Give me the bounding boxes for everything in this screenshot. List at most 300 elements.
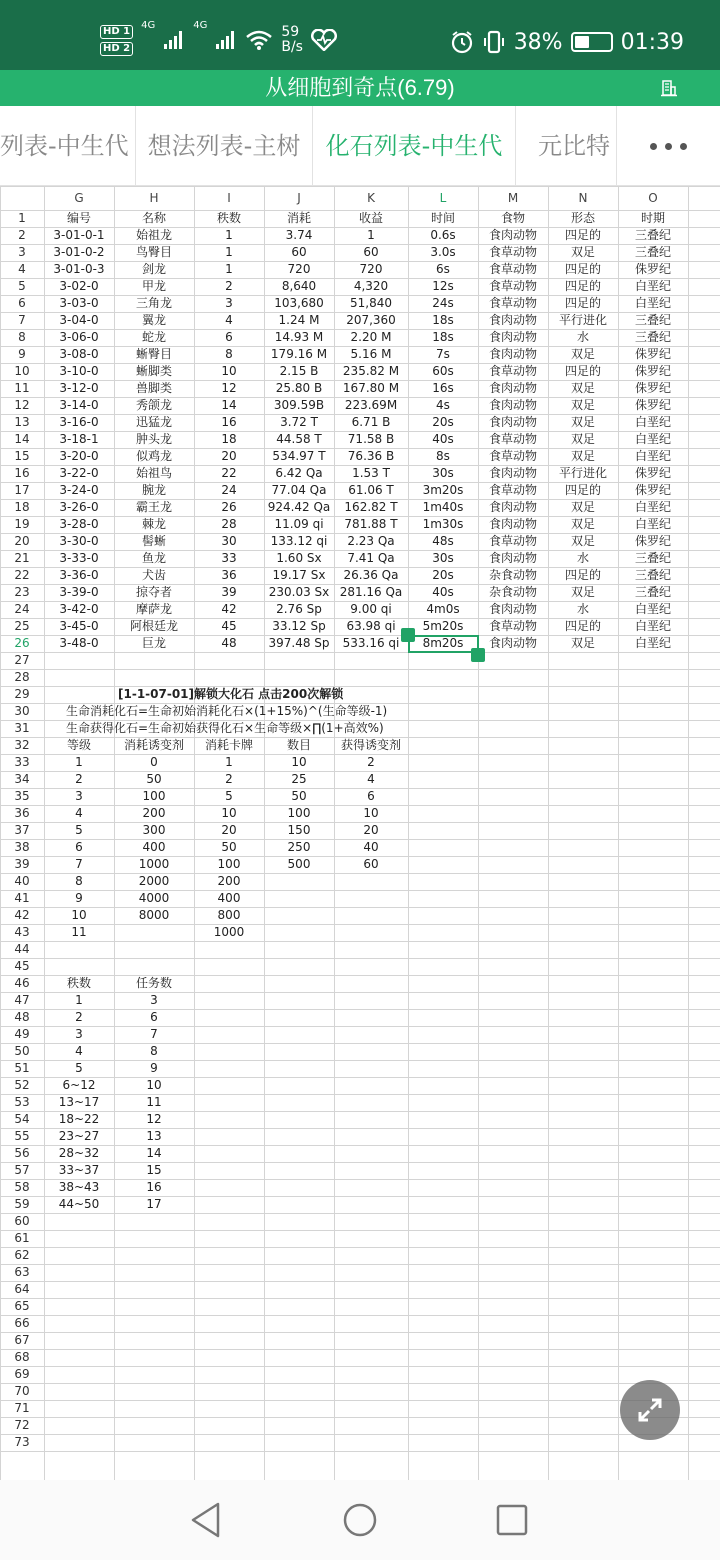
cell[interactable]: 四足的 [564,619,601,633]
cell[interactable]: 100 [287,806,311,820]
row-header[interactable]: 27 [14,653,30,667]
cell[interactable]: 60 [363,857,379,871]
cell[interactable]: 1 [225,262,233,276]
row-header[interactable]: 13 [14,415,30,429]
row-header[interactable]: 57 [14,1163,30,1177]
cell[interactable]: 71.58 B [347,432,395,446]
cell[interactable]: 7.41 Qa [347,551,395,565]
cell[interactable]: 翼龙 [141,313,166,327]
cell[interactable]: 侏罗纪 [634,381,671,395]
row-header[interactable]: 17 [14,483,30,497]
cell[interactable]: 30 [221,534,237,548]
cell[interactable]: 2.23 Qa [347,534,395,548]
cell[interactable]: 4 [367,772,375,786]
cell[interactable]: 51,840 [350,296,392,310]
cell[interactable]: 双足 [570,585,595,599]
cell[interactable]: 10 [221,364,237,378]
cell[interactable]: 4s [436,398,450,412]
cell[interactable]: 720 [287,262,311,276]
cell[interactable]: 45 [221,619,237,633]
cell[interactable]: 蜥脚类 [135,364,172,378]
cell[interactable]: 四足的 [564,228,601,242]
cell[interactable]: 白垩纪 [634,415,671,429]
cell[interactable]: 髻蜥 [141,534,166,548]
cell[interactable]: 3 [225,296,233,310]
cell[interactable]: 侏罗纪 [634,466,671,480]
cell[interactable]: 924.42 Qa [267,500,331,514]
cell[interactable]: 三叠纪 [634,585,671,599]
cell[interactable]: 17 [146,1197,162,1211]
row-header[interactable]: 25 [14,619,30,633]
cell[interactable]: 33~37 [58,1163,100,1177]
cell[interactable]: 30s [432,551,454,565]
cell[interactable]: 10 [71,908,87,922]
cell[interactable]: 3-26-0 [59,500,99,514]
cell[interactable]: 7 [150,1027,158,1041]
cell[interactable]: 四足的 [564,364,601,378]
cell[interactable]: 40s [432,585,454,599]
row-header[interactable]: 3 [18,245,26,259]
cell[interactable]: 双足 [570,636,595,650]
cell[interactable]: 250 [287,840,311,854]
cell[interactable]: 103,680 [274,296,324,310]
cell[interactable]: 四足的 [564,568,601,582]
cell[interactable]: 编号 [66,211,91,225]
cell[interactable]: 3-03-0 [59,296,99,310]
cell[interactable]: 食肉动物 [488,500,537,514]
cell[interactable]: 等级 [66,738,91,752]
row-header[interactable]: 50 [14,1044,30,1058]
cell[interactable]: 5 [75,823,83,837]
cell[interactable]: 始祖鸟 [135,466,172,480]
cell[interactable]: 5.16 M [350,347,392,361]
cell[interactable]: 4m0s [426,602,460,616]
cell[interactable]: 消耗 [286,211,311,225]
cell[interactable]: 2.15 B [279,364,319,378]
cell[interactable]: 12s [432,279,454,293]
cell[interactable]: 形态 [570,211,595,225]
cell[interactable]: 7s [436,347,450,361]
cell[interactable]: 食草动物 [488,432,537,446]
cell[interactable]: 3-08-0 [59,347,99,361]
cell[interactable]: 双足 [570,449,595,463]
row-header[interactable]: 29 [14,687,30,701]
cell[interactable]: 4 [75,806,83,820]
row-header[interactable]: 45 [14,959,30,973]
cell[interactable]: 0 [150,755,158,769]
cell[interactable]: 4,320 [353,279,389,293]
cell[interactable]: 食肉动物 [488,381,537,395]
row-header[interactable]: 16 [14,466,30,480]
cell[interactable]: 食草动物 [488,279,537,293]
cell[interactable]: 1000 [213,925,245,939]
cell[interactable]: 20 [363,823,379,837]
row-header[interactable]: 56 [14,1146,30,1160]
cell[interactable]: 8 [150,1044,158,1058]
cell[interactable]: 秩数 [216,211,241,225]
cell[interactable]: 白垩纪 [634,279,671,293]
column-header-M[interactable]: M [507,191,519,205]
cell[interactable]: 18s [432,313,454,327]
cell[interactable]: 20 [221,823,237,837]
cell[interactable]: 100 [142,789,166,803]
cell[interactable]: 食草动物 [488,449,537,463]
cell[interactable]: 0.6s [430,228,456,242]
cell[interactable]: 6~12 [62,1078,96,1092]
cell[interactable]: 26.36 Qa [343,568,399,582]
cell[interactable]: 巨龙 [141,636,166,650]
cell[interactable]: 4 [225,313,233,327]
cell[interactable]: 179.16 M [270,347,328,361]
cell[interactable]: 鱼龙 [141,551,166,565]
cell[interactable]: 3-01-0-1 [53,228,105,242]
cell[interactable]: 16s [432,381,454,395]
cell[interactable]: 200 [142,806,166,820]
cell[interactable]: 双足 [570,381,595,395]
home-button[interactable] [320,1480,400,1560]
row-header[interactable]: 48 [14,1010,30,1024]
cell[interactable]: 3-18-1 [59,432,99,446]
row-header[interactable]: 42 [14,908,30,922]
cell[interactable]: 水 [576,602,589,616]
cell[interactable]: 白垩纪 [634,602,671,616]
cell[interactable]: 60 [363,245,379,259]
cell[interactable]: 9 [75,891,83,905]
cell[interactable]: 腕龙 [141,483,166,497]
cell[interactable]: 1 [225,755,233,769]
cell[interactable]: 双足 [570,245,595,259]
row-header[interactable]: 62 [14,1248,30,1262]
cell[interactable]: 2 [225,772,233,786]
row-header[interactable]: 35 [14,789,30,803]
row-header[interactable]: 58 [14,1180,30,1194]
cell[interactable]: 食草动物 [488,262,537,276]
cell[interactable]: 500 [287,857,311,871]
cell[interactable]: 48 [221,636,237,650]
cell[interactable]: 63.98 qi [346,619,396,633]
cell[interactable]: 10 [291,755,307,769]
cell[interactable]: 四足的 [564,483,601,497]
cell[interactable]: 鸟臀目 [135,245,172,259]
cell[interactable]: 3.0s [430,245,456,259]
cell[interactable]: 3-45-0 [59,619,99,633]
row-header[interactable]: 55 [14,1129,30,1143]
row-header[interactable]: 24 [14,602,30,616]
row-header[interactable]: 49 [14,1027,30,1041]
cell[interactable]: 309.59B [273,398,325,412]
cell[interactable]: 18 [221,432,237,446]
cell[interactable]: 3-04-0 [59,313,99,327]
cell[interactable]: 生命获得化石=生命初始获得化石×生命等级×∏(1+高效%) [66,721,384,735]
cell[interactable]: 44.58 T [276,432,322,446]
cell[interactable]: 534.97 T [272,449,326,463]
row-header[interactable]: 63 [14,1265,30,1279]
cell[interactable]: 44~50 [58,1197,100,1211]
tab-3[interactable]: 元比特 [538,132,610,160]
cell[interactable]: 双足 [570,398,595,412]
row-header[interactable]: 68 [14,1350,30,1364]
cell[interactable]: 侏罗纪 [634,398,671,412]
cell[interactable]: 消耗诱变剂 [123,738,184,752]
cell[interactable]: 三叠纪 [634,330,671,344]
cell[interactable]: 6s [436,262,450,276]
cell[interactable]: 秩数 [66,976,91,990]
cell[interactable]: 时间 [430,211,455,225]
row-header[interactable]: 70 [14,1384,30,1398]
cell[interactable]: 5 [75,1061,83,1075]
cell[interactable]: 3 [150,993,158,1007]
cell[interactable]: 11.09 qi [274,517,324,531]
row-header[interactable]: 64 [14,1282,30,1296]
cell[interactable]: 3-28-0 [59,517,99,531]
column-header-J[interactable]: J [297,191,301,205]
cell[interactable]: 肿头龙 [135,432,172,446]
cell[interactable]: 1.24 M [278,313,320,327]
row-header[interactable]: 8 [18,330,26,344]
cell[interactable]: 3 [75,789,83,803]
tab-1[interactable]: 想法列表-主树 [147,132,301,160]
cell[interactable]: 3-12-0 [59,381,99,395]
row-header[interactable]: 46 [14,976,30,990]
cell[interactable]: 50 [146,772,162,786]
cell[interactable]: 33 [221,551,237,565]
row-header[interactable]: 26 [14,636,30,650]
cell[interactable]: 3-36-0 [59,568,99,582]
cell[interactable]: 2 [367,755,375,769]
cell[interactable]: 食肉动物 [488,551,537,565]
cell[interactable]: 白垩纪 [634,636,671,650]
column-header-K[interactable]: K [367,191,375,205]
row-header[interactable]: 14 [14,432,30,446]
cell[interactable]: 60 [291,245,307,259]
cell[interactable]: 兽脚类 [135,381,172,395]
cell[interactable]: 20s [432,568,454,582]
cell[interactable]: 38~43 [58,1180,100,1194]
row-header[interactable]: 7 [18,313,26,327]
cell[interactable]: 食肉动物 [488,347,537,361]
cell[interactable]: 207,360 [346,313,396,327]
cell[interactable]: 6.42 Qa [275,466,323,480]
cell[interactable]: 22 [221,466,237,480]
row-header[interactable]: 11 [14,381,30,395]
cell[interactable]: 18~22 [58,1112,100,1126]
cell[interactable]: 消耗卡牌 [204,738,253,752]
cell[interactable]: 48s [432,534,454,548]
row-header[interactable]: 5 [18,279,26,293]
cell[interactable]: 4 [75,1044,83,1058]
row-header[interactable]: 52 [14,1078,30,1092]
cell[interactable]: 双足 [570,534,595,548]
row-header[interactable]: 61 [14,1231,30,1245]
cell[interactable]: 食草动物 [488,245,537,259]
cell[interactable]: 1 [225,245,233,259]
cell[interactable]: 19.17 Sx [272,568,326,582]
cell[interactable]: 食物 [500,211,525,225]
recents-button[interactable] [472,1480,552,1560]
row-header[interactable]: 34 [14,772,30,786]
cell[interactable]: 40 [363,840,379,854]
cell[interactable]: 食肉动物 [488,602,537,616]
cell[interactable]: 秀颌龙 [135,398,172,412]
row-header[interactable]: 23 [14,585,30,599]
column-header-H[interactable]: H [149,191,159,205]
cell[interactable]: 23~27 [58,1129,100,1143]
cell[interactable]: 侏罗纪 [634,364,671,378]
cell[interactable]: 24 [221,483,237,497]
cell[interactable]: 白垩纪 [634,296,671,310]
cell[interactable]: 3-01-0-3 [53,262,105,276]
row-header[interactable]: 72 [14,1418,30,1432]
cell[interactable]: 14 [221,398,237,412]
cell[interactable]: 10 [363,806,379,820]
row-header[interactable]: 6 [18,296,26,310]
cell[interactable]: 50 [291,789,307,803]
cell[interactable]: 13~17 [58,1095,100,1109]
back-button[interactable] [166,1480,246,1560]
row-header[interactable]: 28 [14,670,30,684]
row-header[interactable]: 31 [14,721,30,735]
row-header[interactable]: 38 [14,840,30,854]
row-header[interactable]: 59 [14,1197,30,1211]
cell[interactable]: 白垩纪 [634,449,671,463]
cell[interactable]: 8 [75,874,83,888]
cell[interactable]: 3.72 T [280,415,318,429]
cell[interactable]: 5m20s [422,619,464,633]
cell[interactable]: 77.04 Qa [271,483,327,497]
cell[interactable]: [1-1-07-01]解锁大化石 点击200次解锁 [118,687,344,701]
cell[interactable]: 食肉动物 [488,330,537,344]
cell[interactable]: 食肉动物 [488,517,537,531]
cell[interactable]: 3-20-0 [59,449,99,463]
cell[interactable]: 6 [150,1010,158,1024]
row-header[interactable]: 66 [14,1316,30,1330]
cell[interactable]: 3-48-0 [59,636,99,650]
expand-button[interactable] [620,1380,680,1440]
cell[interactable]: 3-33-0 [59,551,99,565]
cell[interactable]: 白垩纪 [634,619,671,633]
cell[interactable]: 3-39-0 [59,585,99,599]
cell[interactable]: 1000 [138,857,170,871]
cell[interactable]: 2000 [138,874,170,888]
cell[interactable]: 28~32 [58,1146,100,1160]
cell[interactable]: 1 [225,228,233,242]
cell[interactable]: 食草动物 [488,483,537,497]
cell[interactable]: 甲龙 [141,279,166,293]
row-header[interactable]: 73 [14,1435,30,1449]
cell[interactable]: 25.80 B [275,381,323,395]
cell[interactable]: 2 [75,1010,83,1024]
row-header[interactable]: 53 [14,1095,30,1109]
cell[interactable]: 200 [217,874,241,888]
cell[interactable]: 12 [221,381,237,395]
row-header[interactable]: 15 [14,449,30,463]
row-header[interactable]: 67 [14,1333,30,1347]
cell[interactable]: 三叠纪 [634,313,671,327]
cell[interactable]: 20s [432,415,454,429]
row-header[interactable]: 18 [14,500,30,514]
cell[interactable]: 阿根廷龙 [129,619,178,633]
row-header[interactable]: 37 [14,823,30,837]
cell[interactable]: 6 [225,330,233,344]
cell[interactable]: 2 [75,772,83,786]
cell[interactable]: 781.88 T [344,517,398,531]
cell[interactable]: 3 [75,1027,83,1041]
cell[interactable]: 400 [142,840,166,854]
cell[interactable]: 8s [436,449,450,463]
cell[interactable]: 11 [71,925,87,939]
cell[interactable]: 36 [221,568,237,582]
cell[interactable]: 侏罗纪 [634,534,671,548]
cell[interactable]: 3-22-0 [59,466,99,480]
cell[interactable]: 双足 [570,415,595,429]
cell[interactable]: 食草动物 [488,296,537,310]
cell[interactable]: 61.06 T [348,483,394,497]
cell[interactable]: 397.48 Sp [268,636,330,650]
cell[interactable]: 1 [367,228,375,242]
cell[interactable]: 食肉动物 [488,313,537,327]
cell[interactable]: 28 [221,517,237,531]
cell[interactable]: 3-14-0 [59,398,99,412]
row-header[interactable]: 4 [18,262,26,276]
row-header[interactable]: 43 [14,925,30,939]
selection-handle-start[interactable] [401,628,415,642]
cell[interactable]: 蛇龙 [141,330,166,344]
cell[interactable]: 剑龙 [141,262,166,276]
cell[interactable]: 5 [225,789,233,803]
cell[interactable]: 12 [146,1112,162,1126]
cell[interactable]: 223.69M [344,398,398,412]
cell[interactable]: 白垩纪 [634,517,671,531]
cell[interactable]: 14.93 M [274,330,324,344]
cell[interactable]: 双足 [570,347,595,361]
cell[interactable]: 2.76 Sp [276,602,322,616]
row-header[interactable]: 47 [14,993,30,1007]
row-header[interactable]: 65 [14,1299,30,1313]
cell[interactable]: 3m20s [422,483,464,497]
cell[interactable]: 3-42-0 [59,602,99,616]
cell[interactable]: 双足 [570,517,595,531]
cell[interactable]: 3-24-0 [59,483,99,497]
cell[interactable]: 数目 [286,738,311,752]
cell[interactable]: 获得诱变剂 [340,738,401,752]
row-header[interactable]: 69 [14,1367,30,1381]
row-header[interactable]: 20 [14,534,30,548]
column-header-L[interactable]: L [439,191,447,205]
cell[interactable]: 400 [217,891,241,905]
cell[interactable]: 1m30s [422,517,464,531]
cell[interactable]: 侏罗纪 [634,347,671,361]
row-header[interactable]: 9 [18,347,26,361]
cell[interactable]: 3.74 [285,228,313,242]
cell[interactable]: 三叠纪 [634,568,671,582]
cell[interactable]: 50 [221,840,237,854]
cell[interactable]: 3-06-0 [59,330,99,344]
cell[interactable]: 双足 [570,500,595,514]
cell[interactable]: 犬齿 [141,568,166,582]
cell[interactable]: 133.12 qi [270,534,328,548]
cell[interactable]: 76.36 B [347,449,395,463]
cell[interactable]: 39 [221,585,237,599]
cell[interactable]: 16 [146,1180,162,1194]
more-dots-icon[interactable] [616,106,720,186]
tab-0[interactable]: 列表-中生代 [0,132,129,160]
row-header[interactable]: 40 [14,874,30,888]
cell[interactable]: 掠夺者 [135,585,172,599]
cell[interactable]: 水 [576,330,589,344]
cell[interactable]: 3-16-0 [59,415,99,429]
row-header[interactable]: 33 [14,755,30,769]
cell[interactable]: 食肉动物 [488,636,537,650]
